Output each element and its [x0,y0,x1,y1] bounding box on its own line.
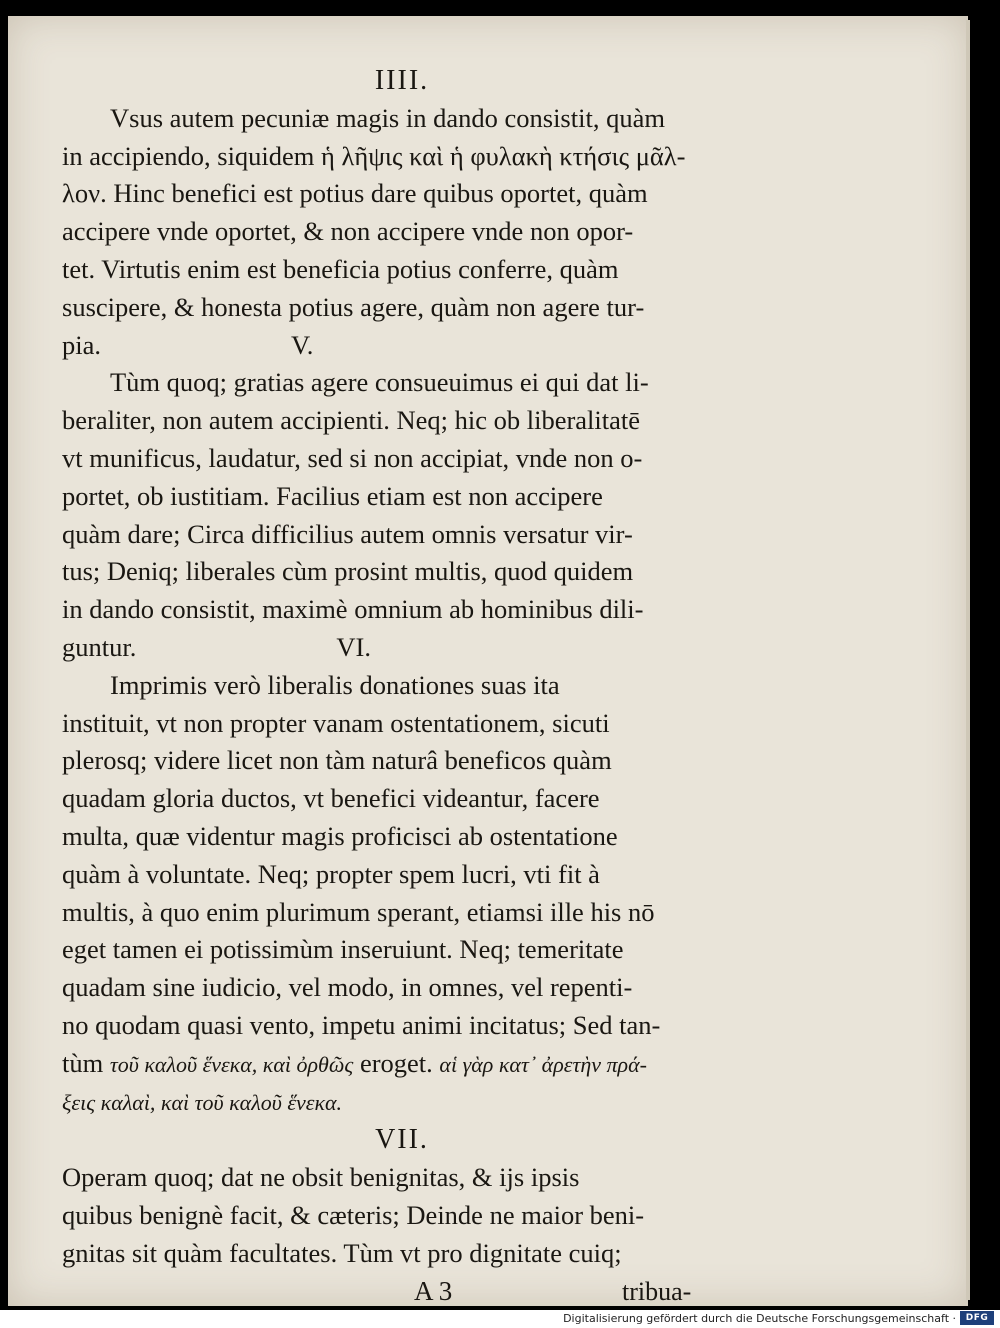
text-line: plerosq; videre licet non tàm naturâ beneficos quàm [62,745,612,776]
text-line: quadam sine iudicio, vel modo, in omnes, vel repenti- [62,972,633,1003]
section-heading: V. [291,329,314,360]
text-line: λον. Hinc benefici est potius dare quibus oportet, quàm [62,178,648,209]
funding-credit: Digitalisierung gefördert durch die Deutsche Forschungsgemeinschaft · [563,1312,956,1325]
text-line: gnitas sit quàm facultates. Tùm vt pro dignitate cuiq; [62,1237,622,1268]
text-fragment: pia. [62,329,101,360]
text-line [62,327,742,365]
dfg-logo: DFG [960,1311,994,1325]
text-line: eget tamen ei potissimùm inseruiunt. Neq; temeritate [62,934,624,965]
text-line: in accipiendo, siquidem ἡ λῆψις καὶ ἡ φυλακὴ κτήσις μᾶλ- [62,140,686,171]
signature-mark: A 3 [414,1275,453,1306]
text-line: tus; Deniq; liberales cùm prosint multis, quod quidem [62,556,634,587]
text-fragment: eroget. [359,1047,433,1078]
text-line: quàm à voluntate. Neq; propter spem lucri, vti fit à [62,858,600,889]
section-heading: IIII. [374,65,430,96]
text-line: Operam quoq; dat ne obsit benignitas, & ijs ipsis [62,1162,580,1193]
text-line: no quodam quasi vento, impetu animi incitatus; Sed tan- [62,1009,661,1040]
text-fragment: tùm [62,1047,104,1078]
greek-text: ξεις καλαὶ, καὶ τοῦ καλοῦ ἕνεκα. [62,1089,343,1115]
greek-text: τοῦ καλοῦ ἕνεκα, καὶ ὀρθῶς [109,1051,354,1077]
text-line: Tùm quoq; gratias agere consueuimus ei qui dat li- [110,367,649,398]
catchword: tribua- [622,1276,692,1306]
text-line [62,1045,742,1084]
page-text [62,62,742,1313]
text-line: quàm dare; Circa difficilius autem omnis versatur vir- [62,518,633,549]
section-heading: VII. [375,1124,429,1156]
credit-bar [0,1310,1000,1328]
greek-text: αἱ γὰρ κατ᾽ ἀρετὴν πρά- [439,1051,647,1077]
text-line: quibus benignè facit, & cæteris; Deinde ne maior beni- [62,1199,645,1230]
text-line: vt munificus, laudatur, sed si non accipiat, vnde non o- [62,442,643,473]
text-line: accipere vnde oportet, & non accipere vnde non opor- [62,216,634,247]
section-heading: VI. [336,631,371,662]
text-line: portet, ob iustitiam. Facilius etiam est non accipere [62,480,603,511]
text-line: instituit, vt non propter vanam ostentationem, sicuti [62,707,610,738]
text-fragment: guntur. [62,631,137,662]
text-line: multis, à quo enim plurimum sperant, etiamsi ille his nō [62,896,655,927]
text-line: tet. Virtutis enim est beneficia potius conferre, quàm [62,253,619,284]
text-line: in dando consistit, maximè omnium ab hominibus dili- [62,594,644,625]
page-edge [966,20,970,1300]
text-line: beraliter, non autem accipienti. Neq; hic ob liberalitatē [62,405,641,436]
text-line: multa, quæ videntur magis proficisci ab ostentatione [62,820,618,851]
text-line: Imprimis verò liberalis donationes suas ita [110,669,560,700]
text-line: suscipere, & honesta potius agere, quàm non agere tur- [62,291,645,322]
text-line: Vsus autem pecuniæ magis in dando consistit, quàm [110,102,665,133]
text-line: quadam gloria ductos, vt benefici videantur, facere [62,783,600,814]
page-footer [62,1273,742,1313]
text-line [62,629,742,667]
